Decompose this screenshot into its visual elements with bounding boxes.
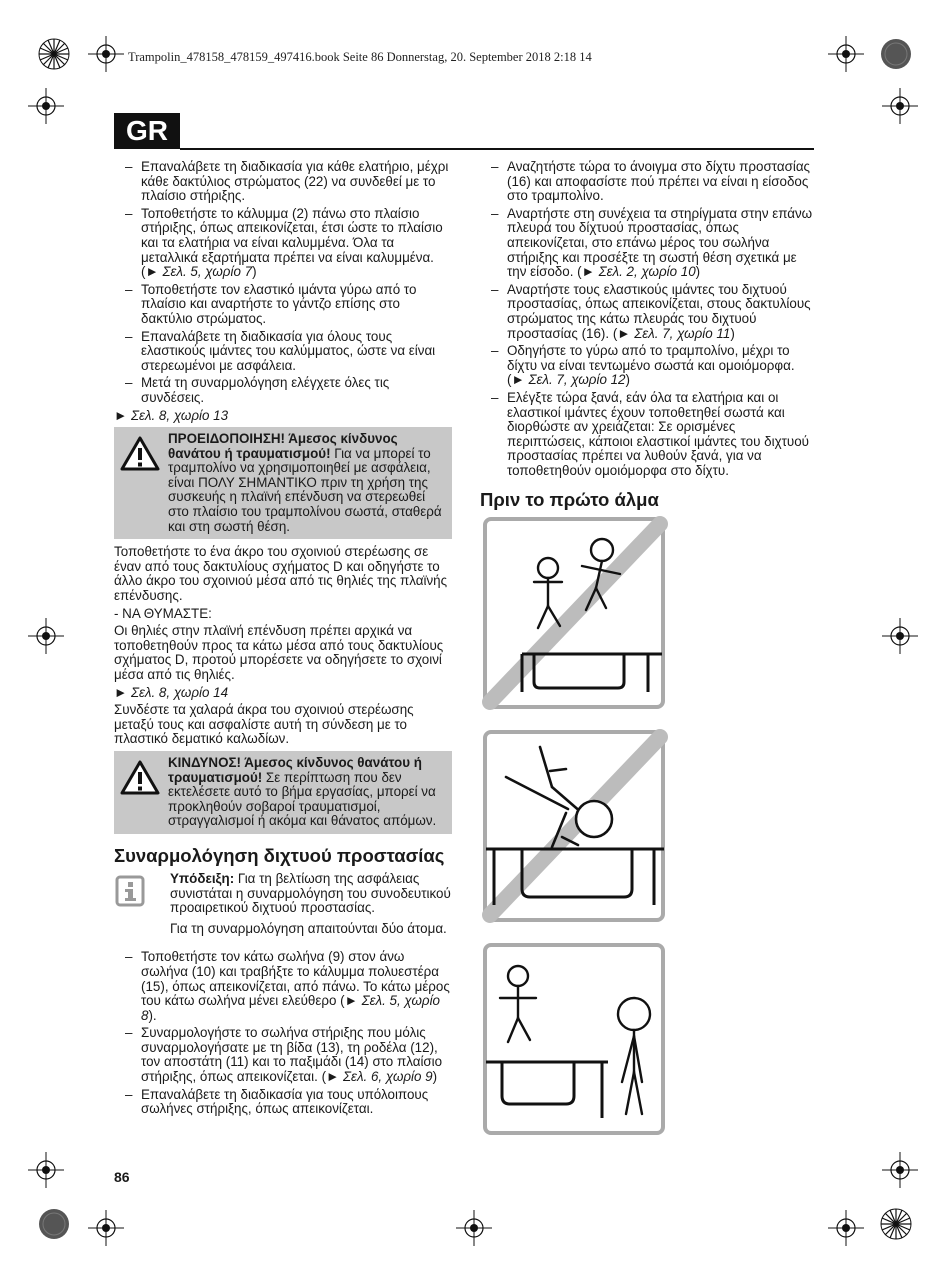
figure-reference: Σελ. 7, χωρίο 12: [528, 372, 626, 388]
crosshair-mark-icon: [456, 1210, 492, 1246]
step-item: – Ελέγξτε τώρα ξανά, εάν όλα τα ελατήρια και οι ελαστικοί ιμάντες έχουν τοποθετηθεί σωστά και διορθώστε αν χρειάζεται: Σε ορισμένες περιπτώσεις, κάποιοι ελαστικοί ιμάντες του διχτυού προστασίας πρέπει να λυθούν ξανά, για να τοποθετηθούν ομοιόμορφα στο δίχτυ.: [480, 391, 814, 479]
step-item: – Αναζητήστε τώρα το άνοιγμα στο δίχτυ προστασίας (16) και αποφασίστε πού πρέπει να είναι η είσοδος στο τραμπολίνο.: [480, 160, 814, 204]
warning-triangle-icon: [120, 432, 168, 534]
paragraph: Τοποθετήστε το ένα άκρο του σχοινιού στερέωσης σε έναν από τους δακτυλίους σχήματος D και οδηγήστε το άλλο άκρο του σχοινιού μέσα από τις θηλιές της πλαϊνής επένδυσης.: [114, 544, 448, 604]
figure-reference: Σελ. 2, χωρίο 10: [598, 264, 696, 280]
crosshair-mark-icon: [882, 88, 918, 124]
no-head-dive-pictogram: [482, 729, 668, 925]
warning-title: ΠΡΟΕΙΔΟΠΟΙΗΣΗ! Άμεσος κίνδυνος θανάτου ή τραυματισμού!: [168, 431, 398, 461]
figure-reference: ► Σελ. 8, χωρίο 14: [114, 684, 229, 700]
section-heading: Συναρμολόγηση διχτυού προστασίας: [114, 844, 445, 866]
info-note-icon: [114, 872, 170, 942]
note-paragraph: Υπόδειξη: Για τη βελτίωση της ασφάλειας συνιστάται η συναρμολόγηση του συνοδευτικού προαιρετικού διχτυού προστασίας.: [170, 870, 451, 916]
crosshair-mark-icon: [88, 36, 124, 72]
danger-box: ΚΙΝΔΥΝΟΣ! Άμεσος κίνδυνος θανάτου ή τραυματισμού! Σε περίπτωση που δεν εκτελέσετε αυτό το βήμα εργασίας, μπορεί να προκληθούν σοβαροί τραυματισμοί, στραγγαλισμοί ή ακόμα και θάνατος απόμων.: [114, 751, 452, 834]
danger-title: ΚΙΝΔΥΝΟΣ! Άμεσος κίνδυνος θανάτου ή τραυματισμού!: [168, 754, 422, 785]
gray-dot-mark-icon: [36, 1206, 72, 1242]
figure-reference: Σελ. 5, χωρίο 8: [141, 993, 440, 1023]
registration-mark-icon: [36, 36, 72, 72]
step-item: – Αναρτήστε στη συνέχεια τα στηρίγματα στην επάνω πλευρά του δίχτυού προστασίας, όπως απεικονίζεται, στο επάνω μέρος του σωλήνα στήριξης και προσέξτε τη σωστή θέση σχετικά με την είσοδο. (► Σελ. 2, χωρίο 10): [480, 207, 814, 280]
right-column: [480, 160, 814, 516]
crosshair-mark-icon: [28, 1152, 64, 1188]
step-item: – Μετά τη συναρμολόγηση ελέγχετε όλες τις συνδέσεις.: [114, 376, 452, 405]
step-item: – Επαναλάβετε τη διαδικασία για κάθε ελατήριο, μέχρι κάθε δακτύλιος στρώματος (22) να συνδεθεί με το πλαίσιο στήριξης.: [114, 160, 452, 204]
figure-reference: Σελ. 7, χωρίο 11: [634, 325, 731, 341]
section-heading: Πριν το πρώτο άλμα: [480, 489, 659, 511]
warning-box: ΠΡΟΕΙΔΟΠΟΙΗΣΗ! Άμεσος κίνδυνος θανάτου ή τραυματισμού! Για να μπορεί το τραμπολίνο να χρησιμοποιηθεί με ασφάλεια, είναι ΠΟΛΥ ΣΗΜΑΝΤΙΚΟ πριν τη χρήση της συσκευής η πλαϊνή επένδυση να στερεωθεί στο πλαίσιο του τραμπολίνου σωστά, σταθερά και στη σωστή θέση.: [114, 427, 452, 539]
left-column: [114, 160, 452, 1120]
warning-triangle-icon: [120, 756, 168, 829]
paragraph: Συνδέστε τα χαλαρά άκρα του σχοινιού στερέωσης μεταξύ τους και ασφαλίστε αυτή τη σύνδεση με το πλαστικό δεματικό καλωδίων.: [114, 702, 414, 747]
step-list: [114, 950, 452, 1117]
registration-mark-icon: [878, 1206, 914, 1242]
note-box: [114, 872, 452, 942]
language-badge: GR: [114, 113, 180, 149]
crosshair-mark-icon: [88, 1210, 124, 1246]
step-item: – Τοποθετήστε το κάλυμμα (2) πάνω στο πλαίσιο στήριξης, όπως απεικονίζεται, έτσι ώστε το πλαίσιο και τα ελατήρια να είναι καλυμμένα. Όλα τα μεταλλικά εξαρτήματα πρέπει να είναι καλυμμένα. (► Σελ. 5, χωρίο 7): [114, 207, 452, 280]
page-number: 86: [114, 1169, 130, 1185]
crosshair-mark-icon: [882, 618, 918, 654]
figure-reference: Σελ. 5, χωρίο 7: [162, 264, 253, 280]
crosshair-mark-icon: [28, 618, 64, 654]
step-item: – Οδηγήστε το γύρω από το τραμπολίνο, μέχρι το δίχτυ να είναι τεντωμένο σωστά και ομοιόμορφα. (► Σελ. 7, χωρίο 12): [480, 344, 814, 388]
step-item: – Αναρτήστε τους ελαστικούς ιμάντες του διχτυού προστασίας, όπως απεικονίζεται, στους δακτυλίους στρώματος της κάτω πλευράς του διχτυού προστασίας (16). (► Σελ. 7, χωρίο 11): [480, 283, 814, 341]
step-item: – Συναρμολογήστε το σωλήνα στήριξης που μόλις συναρμολογήσατε με τη βίδα (13), τη ροδέλα (12), τον αποστάτη (11) και το παξιμάδι (14) στο πλαίσιο στήριξης, όπως απεικονίζεται. (► Σελ. 6, χωρίο 9): [114, 1026, 452, 1084]
pictogram-stack: [482, 516, 668, 1155]
step-list: [480, 160, 814, 478]
no-two-jumpers-pictogram: [482, 516, 668, 712]
step-list: [114, 160, 452, 406]
note-paragraph: Για τη συναρμολόγηση απαιτούνται δύο άτομα.: [170, 920, 447, 936]
gray-dot-mark-icon: [878, 36, 914, 72]
crosshair-mark-icon: [828, 36, 864, 72]
crosshair-mark-icon: [28, 88, 64, 124]
figure-reference: ► Σελ. 8, χωρίο 13: [114, 407, 229, 423]
header-rule: [180, 148, 814, 150]
step-item: – Επαναλάβετε τη διαδικασία για τους υπόλοιπους σωλήνες στήριξης, όπως απεικονίζεται.: [114, 1088, 452, 1117]
figure-reference: Σελ. 6, χωρίο 9: [343, 1069, 433, 1085]
paragraph: Οι θηλιές στην πλαϊνή επένδυση πρέπει αρχικά να τοποθετηθούν προς τα κάτω μέσα από τους δακτυλίους σχήματος D, προτού μπορέσετε να οδηγήσετε το σχοινί μέσα από τις θηλιές.: [114, 623, 444, 682]
supervision-pictogram: [482, 942, 668, 1138]
crosshair-mark-icon: [828, 1210, 864, 1246]
print-header: Trampolin_478158_478159_497416.book Seite 86 Donnerstag, 20. September 2018 2:18 14: [128, 50, 592, 64]
paragraph: - ΝΑ ΘΥΜΑΣΤΕ:: [114, 605, 212, 621]
crosshair-mark-icon: [882, 1152, 918, 1188]
step-item: – Επαναλάβετε τη διαδικασία για όλους τους ελαστικούς ιμάντες του καλύμματος, ώστε να είναι στερεωμένοι με ασφάλεια.: [114, 330, 452, 374]
step-item: – Τοποθετήστε τον κάτω σωλήνα (9) στον άνω σωλήνα (10) και τραβήξτε το κάλυμμα πολυεστέρα (15), όπως απεικονίζεται, από πάνω. Το κάτω μέρος του κάτω σωλήνα μένει ελεύθερο (► Σελ. 5, χωρίο 8).: [114, 950, 452, 1023]
step-item: – Τοποθετήστε τον ελαστικό ιμάντα γύρω από το πλαίσιο και αναρτήστε το γάντζο επίσης στο δακτύλιο στρώματος.: [114, 283, 452, 327]
